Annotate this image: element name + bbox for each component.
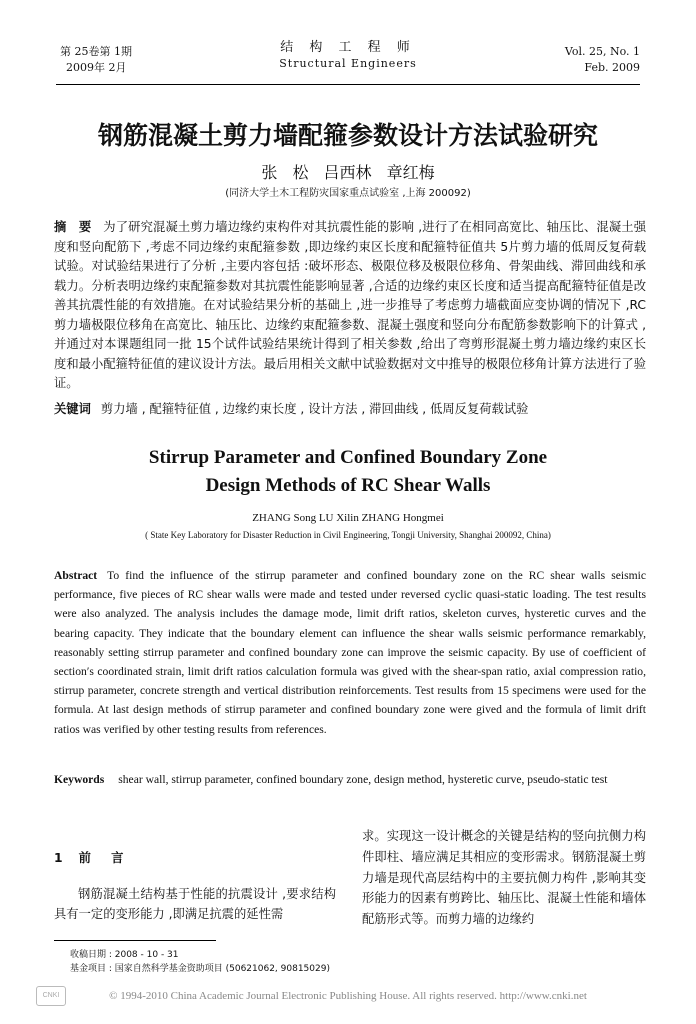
journal-title-en: Structural Engineers	[279, 57, 417, 70]
cnki-logo-icon: CNKI	[36, 986, 66, 1006]
affiliation-cn: (同济大学土木工程防灾国家重点试验室 ,上海 200092)	[225, 188, 471, 199]
footnote-divider	[54, 940, 216, 941]
copyright-notice: © 1994-2010 China Academic Journal Electronic Publishing House. All rights reserved. http://www.cnki.net	[109, 990, 587, 1002]
keywords-cn-label: 关键词	[54, 402, 91, 416]
section-title: 前 言	[78, 851, 132, 865]
volume-cn: 第 25卷第 1期	[60, 45, 132, 58]
abstract-en-text: To find the influence of the stirrup parameter and confined boundary zone on the RC shear walls seismic performance, five pieces of RC shear walls were made and tested under reversed cyclic quasi-static loading. The test results were also analyzed. The analysis includes the damage mode, limit drift ratios, skeleton curves, hysteretic curves and the bearing capacity. They indicate that the boundary element can influence the shear walls seismic performance remarkably, reasonably setting stirrup parameter and confined boundary zone can improve the seismic capacity. By use of coefficient of section′s coordinated strain, limit drift ratios calculation formula was gived with the shear-span ratio, axial compression ratio, stirrup parameter, concrete strength and vertical distribution reinforcements. Test results from 15 specimens were used for the formula. At last design methods of stirrup parameter and confined boundary zone were gived and the formula of limit drift ratios was verified by other testing results from references.	[54, 569, 646, 736]
affiliation-en: ( State Key Laboratory for Disaster Reduction in Civil Engineering, Tongji University, Shanghai 200092, China)	[145, 530, 551, 540]
body-paragraph-left: 钢筋混凝土结构基于性能的抗震设计 ,要求结构具有一定的变形能力 ,即满足抗震的延性需	[54, 887, 336, 921]
abstract-cn	[54, 218, 646, 394]
abstract-en	[54, 566, 646, 739]
keywords-cn-text: 剪力墙 , 配箍特征值 , 边缘约束长度 , 设计方法 , 滞回曲线 , 低周反复荷载试验	[100, 402, 529, 416]
body-column-right	[362, 826, 646, 930]
journal-title-cn: 结 构 工 程 师	[280, 40, 416, 55]
footnote-funding: 基金项目 : 国家自然科学基金资助项目 (50621062, 90815029)	[70, 964, 330, 974]
section-heading	[54, 848, 336, 868]
date-cn: 2009年 2月	[66, 61, 127, 74]
keywords-cn	[54, 400, 646, 419]
header-divider	[56, 84, 640, 85]
volume-en: Vol. 25, No. 1	[564, 45, 640, 58]
abstract-cn-text: 为了研究混凝土剪力墙边缘约束构件对其抗震性能的影响 ,进行了在相同高宽比、轴压比、混凝土强度和竖向配筋下 ,考虑不同边缘约束配箍参数 ,即边缘约束区长度和配箍特征值共 5片剪力墙的低周反复荷载试验。对试验结果进行了分析 ,主要内容包括 :破坏形态、极限位移及极限位移角、骨架曲线、滞回曲线和承载力。分析表明边缘约束配箍参数对其抗震性能影响显著 ,合适的边缘约束区长度和适当提高配箍特征值是改善其抗震性能的有效措施。在对试验结果分析的基础上 ,进一步推导了考虑剪力墙截面应变协调的情况下 ,RC剪力墙极限位移角在高宽比、轴压比、边缘约束配箍参数、混凝土强度和竖向分布配筋参数影响下的计算式 ,并通过对本课题组同一批 15个试件试验结果统计得到了相关参数 ,给出了弯剪形混凝土剪力墙边缘约束区长度和最小配箍特征值的建议设计方法。最后用相关文献中试验数据对文中推导的极限位移角计算方法进行了验证。	[54, 220, 646, 390]
keywords-en-label: Keywords	[54, 773, 105, 786]
abstract-en-label: Abstract	[54, 569, 98, 582]
date-en: Feb. 2009	[584, 61, 640, 74]
authors-cn: 张 松 吕西林 章红梅	[261, 163, 435, 182]
body-paragraph-right: 求。实现这一设计概念的关键是结构的竖向抗侧力构件即柱、墙应满足其相应的变形需求。钢筋混凝土剪力墙是现代高层结构中的主要抗侧力构件 ,影响其变形能力的因素有剪跨比、轴压比、混凝土性能和墙体配筋形式等。而剪力墙的边缘约	[362, 829, 646, 927]
section-number: 1	[54, 851, 63, 865]
body-column-left	[54, 848, 336, 924]
footnotes	[70, 948, 330, 976]
abstract-cn-label: 摘 要	[54, 220, 96, 234]
paper-title-cn: 钢筋混凝土剪力墙配箍参数设计方法试验研究	[97, 121, 598, 150]
header-right	[565, 44, 640, 76]
keywords-en-text: shear wall, stirrup parameter, confined boundary zone, design method, hysteretic curve, pseudo-static test	[118, 773, 608, 786]
paper-title-en-line1: Stirrup Parameter and Confined Boundary Zone	[148, 447, 548, 468]
paper-title-en-line2: Design Methods of RC Shear Walls	[205, 475, 491, 496]
keywords-en	[54, 770, 646, 789]
paper-title-en	[0, 444, 696, 500]
footnote-received: 收稿日期 : 2008 - 10 - 31	[70, 950, 179, 960]
authors-en: ZHANG Song LU Xilin ZHANG Hongmei	[252, 512, 444, 524]
